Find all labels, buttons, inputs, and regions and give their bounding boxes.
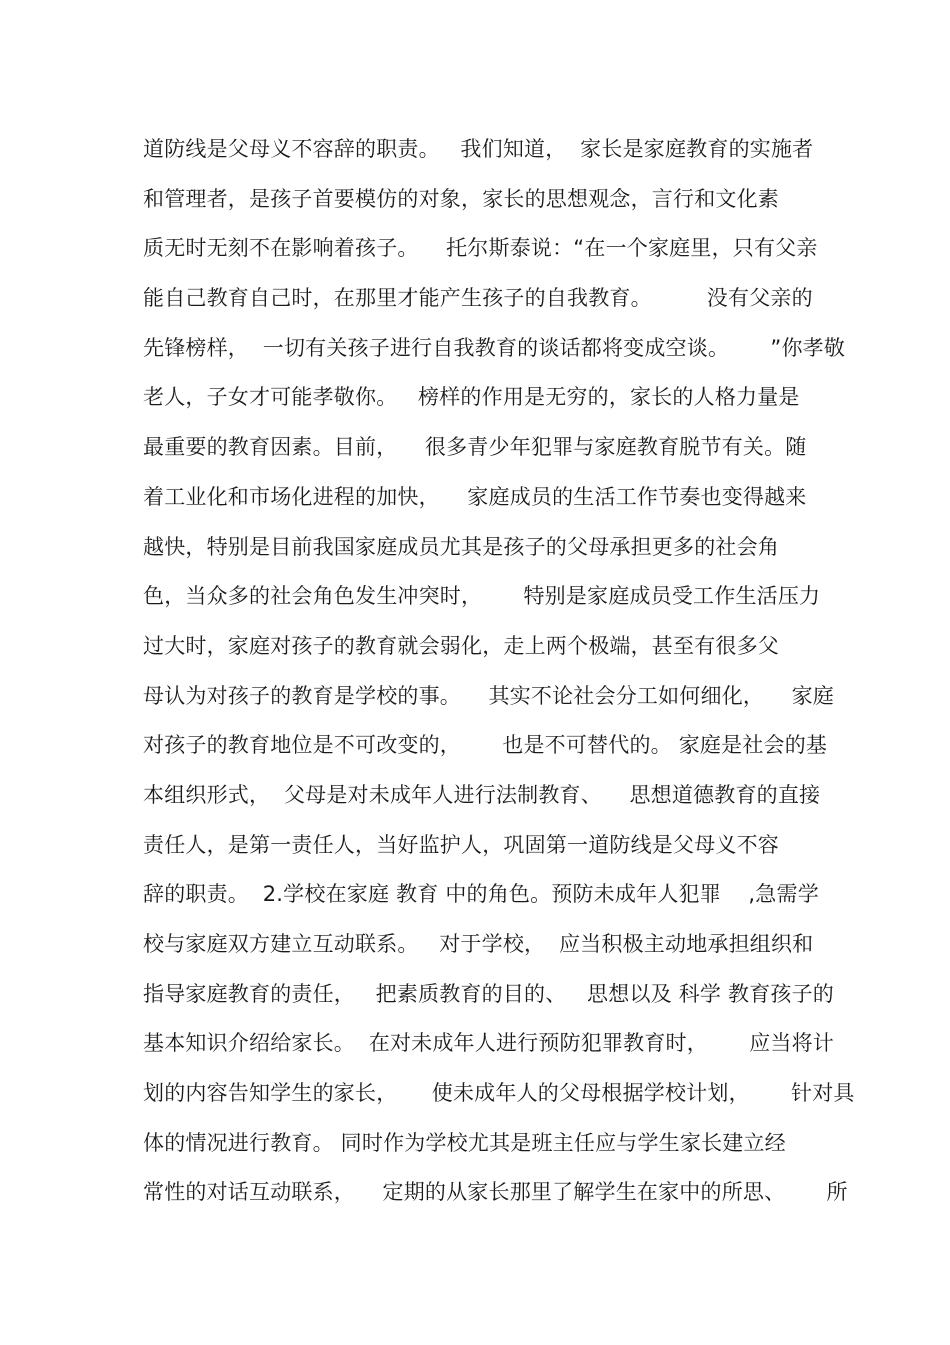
- text-line: 过大时，家庭对孩子的教育就会弱化，走上两个极端，甚至有很多父: [143, 633, 779, 658]
- text-line: 色，当众多的社会角色发生冲突时， 特别是家庭成员受工作生活压力: [143, 584, 821, 609]
- text-line: 对孩子的教育地位是不可改变的， 也是不可替代的。 家庭是社会的基: [143, 733, 828, 758]
- text-line: 划的内容告知学生的家长， 使未成年人的父母根据学校计划， 针对具: [143, 1081, 855, 1106]
- text-line: 本组织形式， 父母是对未成年人进行法制教育、 思想道德教育的直接: [143, 782, 821, 807]
- text-line: 质无时无刻不在影响着孩子。 托尔斯泰说：“在一个家庭里，只有父亲: [143, 236, 818, 261]
- text-line: 道防线是父母义不容辞的职责。 我们知道， 家长是家庭教育的实施者: [143, 137, 814, 161]
- text-line: 最重要的教育因素。目前， 很多青少年犯罪与家庭教育脱节有关。随: [143, 435, 807, 460]
- text-line: 校与家庭双方建立互动联系。 对于学校， 应当积极主动地承担组织和: [143, 932, 814, 956]
- text-line: 常性的对话互动联系， 定期的从家长那里了解学生在家中的所思、 所: [143, 1180, 848, 1205]
- text-line: 和管理者，是孩子首要模仿的对象，家长的思想观念，言行和文化素: [143, 186, 779, 211]
- body-text: [143, 125, 855, 1218]
- text-line: 责任人，是第一责任人，当好监护人，巩固第一道防线是父母义不容: [143, 832, 779, 857]
- text-line: 指导家庭教育的责任， 把素质教育的目的、 思想以及 科学 教育孩子的: [143, 981, 834, 1006]
- text-line: 辞的职责。 2.学校在家庭 教育 中的角色。预防未成年人犯罪 ,急需学: [143, 882, 819, 907]
- text-line: 基本知识介绍给家长。 在对未成年人进行预防犯罪教育时， 应当将计: [143, 1031, 834, 1056]
- text-line: 着工业化和市场化进程的加快， 家庭成员的生活工作节奏也变得越来: [143, 484, 807, 509]
- text-line: 先锋榜样， 一切有关孩子进行自我教育的谈话都将变成空谈。 ”你孝敬: [143, 335, 846, 360]
- text-line: 越快，特别是目前我国家庭成员尤其是孩子的父母承担更多的社会角: [143, 534, 779, 559]
- text-line: 能自己教育自己时，在那里才能产生孩子的自我教育。 没有父亲的: [143, 286, 813, 311]
- text-line: 老人，子女才可能孝敬你。 榜样的作用是无穷的，家长的人格力量是: [143, 385, 800, 410]
- text-line: 母认为对孩子的教育是学校的事。 其实不论社会分工如何细化， 家庭: [143, 683, 834, 708]
- text-line: 体的情况进行教育。 同时作为学校尤其是班主任应与学生家长建立经: [143, 1130, 786, 1155]
